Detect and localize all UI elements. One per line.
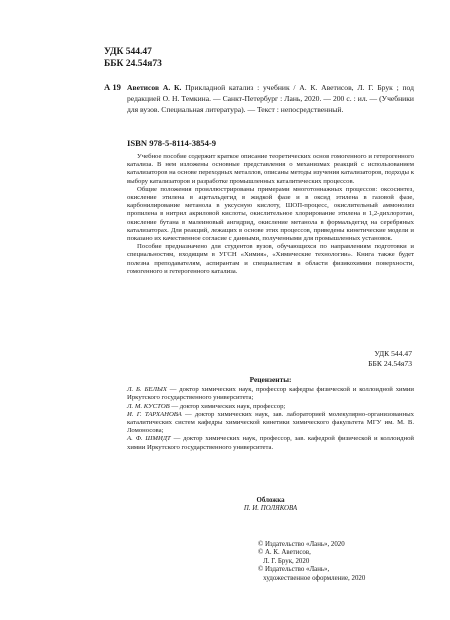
abstract-paragraph: Пособие предназначено для студентов вузов, обучающихся по направлениям подготовки и специальностям, входящим в УГСН «Химия», «Химические технологии». Книга также будет полезна преподавателям, аспирантам и специалистам в области физикохимии поверхности, гомогенного и гетерогенного катализа.: [127, 243, 414, 275]
isbn: ISBN 978-5-8114-3854-9: [127, 138, 217, 148]
cover-designer: П. И. ПОЛЯКОВА: [243, 505, 298, 513]
cover-label: Обложка: [256, 497, 285, 504]
reviewer-name: А. Ф. ШМИДТ: [127, 435, 171, 443]
copyright-line: художественное оформление, 2020: [258, 574, 366, 582]
catalog-author: Аветисов А. К.: [127, 83, 182, 92]
abstract: [127, 153, 414, 276]
udk-bbk-block-bottom: [368, 349, 412, 369]
reviewer-name: Л. М. КУСТОВ: [127, 402, 170, 410]
reviewer-entry: [127, 435, 414, 451]
reviewers-title: Рецензенты:: [249, 375, 292, 384]
copyright-line: Л. Г. Брук, 2020: [258, 557, 310, 565]
copyright-block: [258, 541, 365, 583]
catalog-number: А 19: [104, 82, 121, 92]
reviewer-name: Л. Б. БЕЛЫХ: [127, 386, 167, 394]
reviewers-section: [127, 376, 414, 452]
reviewer-credentials: — доктор химических наук, профессор кафедры физической и коллоидной химии Иркутского государственного университета;: [127, 386, 415, 402]
reviewer-credentials: — доктор химических наук, зав. лабораторией молекулярно-организованных каталитических систем кафедры химической кинетики химического факультета МГУ им. М. В. Ломоносова;: [127, 410, 414, 435]
cover-credit: [127, 497, 414, 514]
copyright-line: © Издательство «Лань», 2020: [258, 541, 345, 548]
abstract-paragraph: Учебное пособие содержит краткое описание теоретических основ гомогенного и гетерогенного катализа. В нем изложены основные представления о механизмах реакций с использованием катализаторов на основе переходных металлов, описаны методы изучения катализаторов, подходы к выбору катализаторов и разработке промышленных каталитических процессов.: [127, 153, 414, 185]
reviewer-entry: [127, 386, 414, 402]
udk-bbk-block-top: [104, 46, 162, 70]
bbk-code: ББК 24.54я73: [104, 59, 162, 69]
catalog-description: Прикладной катализ : учебник / А. К. Аветисов, Л. Г. Брук ; под редакцией О. Н. Темкина. — Санкт-Петербург : Лань, 2020. — 200 с. : ил. — (Учебники для вузов. Специальная литература). — Текст : непосредственный.: [127, 83, 414, 115]
reviewer-name: И. Г. ТАРХАНОВА: [127, 410, 182, 418]
udk-code: УДК 544.47: [104, 47, 152, 57]
reviewer-credentials: — доктор химических наук, профессор;: [169, 402, 286, 410]
copyright-line: © Издательство «Лань»,: [258, 566, 330, 574]
catalog-record: [127, 82, 414, 116]
copyright-line: © А. К. Аветисов,: [258, 549, 311, 557]
udk-code: УДК 544.47: [374, 349, 412, 358]
bbk-code: ББК 24.54я73: [368, 358, 412, 368]
reviewer-entry: [127, 411, 414, 436]
reviewer-entry: [127, 403, 414, 411]
reviewer-credentials: — доктор химических наук, профессор, зав. кафедрой физической и коллоидной химии Иркутского государственного университета.: [127, 435, 414, 451]
abstract-paragraph: Общие положения проиллюстрированы примерами многотоннажных процессов: оксосинтез, окисление этилена в ацетальдегид в жидкой фазе и в оксид этилена в газовой фазе, карбонилирование метанола в уксусную кислоту, ШОП-процесс, окислительный аммонолиз пропилена в нитрил акриловой кислоты, окислительное хлорирование этилена в 1,2-дихлорэтан, окисление бутана в малеиновый ангидрид, окисление метанола в формальдегид на серебряных катализаторах. Для реакций, лежащих в основе этих процессов, приведены кинетические модели и показано их качественное согласие с данными, полученными для промышленных установок.: [127, 185, 414, 243]
